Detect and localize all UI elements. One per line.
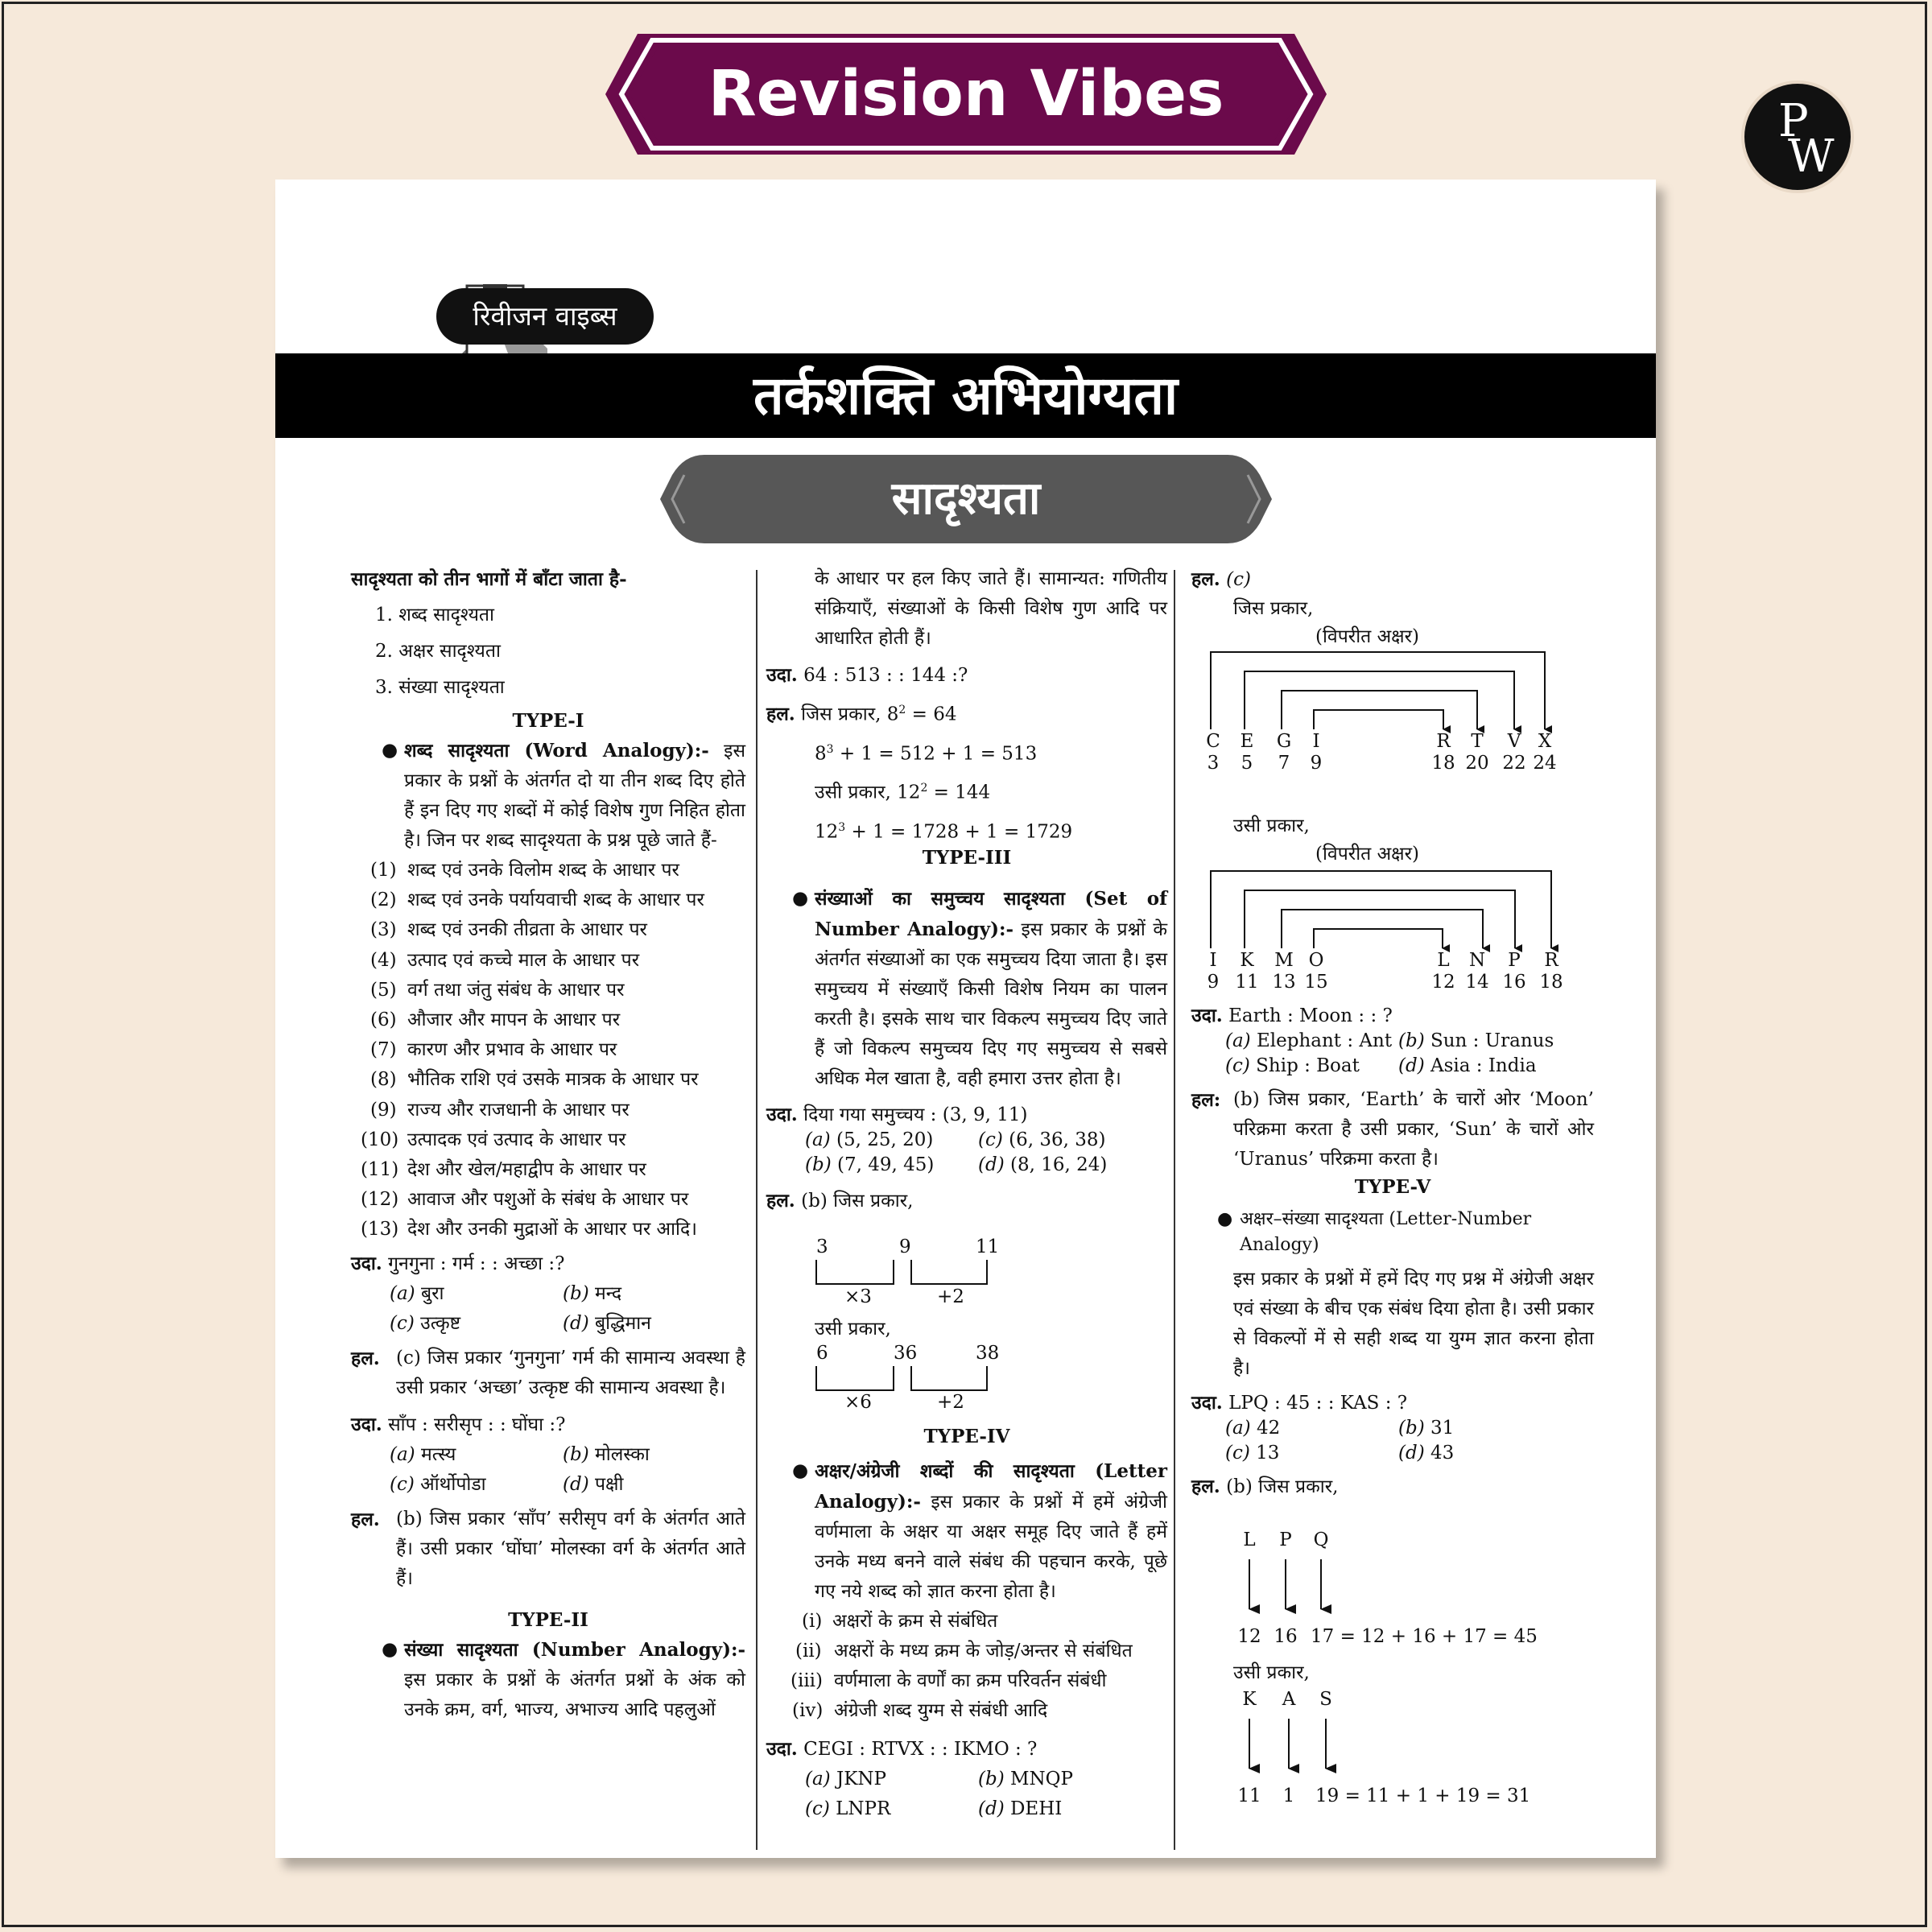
list-item bbox=[370, 1005, 745, 1035]
list-number: (7) bbox=[370, 1039, 397, 1061]
solution-text: (b) जिस प्रकार, bbox=[1226, 1476, 1339, 1497]
letter-number-body: इस प्रकार के प्रश्नों में हमें दिए गए प्रश्न में अंग्रेजी अक्षर एवं संख्या के बीच एक संबंध दिया होता है। उसी प्रकार से विकल्पों में से सही शब्द या युग्म ज्ञात करना होता है। bbox=[1233, 1269, 1594, 1379]
solution-text: 12 bbox=[815, 821, 839, 843]
option-text: मत्स्य bbox=[420, 1443, 456, 1465]
diagram-letter: E bbox=[1240, 731, 1254, 752]
example-question bbox=[1191, 1003, 1594, 1029]
diagram-letter: O bbox=[1308, 950, 1324, 971]
option-text: बुरा bbox=[420, 1282, 444, 1304]
diagram-letter: R bbox=[1436, 731, 1451, 752]
same-way-text: उसी प्रकार, bbox=[1233, 1662, 1310, 1683]
list-number: (iv) bbox=[792, 1700, 824, 1721]
diagram-letter: M bbox=[1274, 950, 1294, 971]
list-item bbox=[361, 1125, 745, 1155]
group2-op: +2 bbox=[937, 1392, 964, 1413]
jis-prakar-text: जिस प्रकार, bbox=[1233, 598, 1314, 619]
solution-label: हल. bbox=[351, 1508, 380, 1530]
superscript: 3 bbox=[826, 742, 834, 756]
group1-num: 11 bbox=[976, 1236, 1000, 1257]
row2-letter: K bbox=[1242, 1689, 1257, 1710]
type-heading: TYPE-IV bbox=[923, 1426, 1010, 1447]
option-key: (a) bbox=[1225, 1030, 1251, 1051]
word-analogy-heading: शब्द सादृश्यता (Word Analogy):- bbox=[404, 740, 709, 762]
options-row bbox=[1225, 1441, 1594, 1466]
options-row bbox=[1225, 1029, 1594, 1054]
group2-num: 6 bbox=[816, 1343, 828, 1364]
list-item bbox=[792, 1696, 1167, 1726]
question-text: साँप : सरीसृप : : घोंघा :? bbox=[388, 1414, 566, 1435]
intro-text: सादृश्यता को तीन भागों में बाँटा जाता है- bbox=[351, 568, 627, 590]
option-key: (b) bbox=[1398, 1030, 1425, 1051]
letter-number-heading: अक्षर–संख्या सादृश्यता (Letter-Number Analogy) bbox=[1240, 1209, 1532, 1255]
option-key: (d) bbox=[1398, 1055, 1425, 1076]
group1-bracket bbox=[815, 1258, 1008, 1290]
options-row bbox=[805, 1153, 1167, 1178]
list-text: औजार और मापन के आधार पर bbox=[407, 1009, 621, 1031]
pw-logo bbox=[1741, 80, 1854, 193]
example-question bbox=[351, 1249, 745, 1279]
row2-letter: A bbox=[1282, 1689, 1296, 1710]
group1-op: ×3 bbox=[844, 1286, 872, 1307]
list-text: भौतिक राशि एवं उसके मात्रक के आधार पर bbox=[407, 1069, 699, 1091]
list-number: (8) bbox=[370, 1069, 397, 1091]
list-item bbox=[370, 946, 745, 976]
question-text: Earth : Moon : : ? bbox=[1228, 1005, 1393, 1026]
option-text: Elephant : Ant bbox=[1256, 1030, 1393, 1051]
type-heading: TYPE-III bbox=[922, 846, 1012, 869]
same-way-text: उसी प्रकार, bbox=[1233, 815, 1310, 836]
option-text: (7, 49, 45) bbox=[836, 1154, 935, 1175]
row1-letter: L bbox=[1243, 1530, 1256, 1550]
option-text: बुद्धिमान bbox=[594, 1312, 651, 1334]
option-key: (b) bbox=[978, 1769, 1005, 1790]
row2-arrows bbox=[1237, 1717, 1342, 1773]
row1-number: 12 bbox=[1237, 1626, 1261, 1647]
solution-text: + 1 = 512 + 1 = 513 bbox=[833, 743, 1038, 765]
option-key: (c) bbox=[390, 1473, 415, 1495]
solution-label: हल. bbox=[351, 1347, 380, 1369]
letter-analogy-heading: अक्षर/अंग्रेजी शब्दों की सादृश्यता (Letter Analogy):- bbox=[815, 1460, 1167, 1513]
list-number: (11) bbox=[361, 1159, 399, 1181]
options-row bbox=[390, 1470, 745, 1500]
tag-label: रिवीजन वाइब्स bbox=[436, 288, 654, 345]
diagram-number: 22 bbox=[1502, 753, 1526, 774]
diagram-letter: X bbox=[1538, 731, 1552, 752]
list-item bbox=[370, 1035, 745, 1065]
list-item bbox=[370, 915, 745, 945]
bullet: ● bbox=[382, 1638, 398, 1660]
number-analogy-block bbox=[375, 1635, 745, 1725]
group2-num: 38 bbox=[976, 1343, 1000, 1364]
question-text: CEGI : RTVX : : IKMO : ? bbox=[803, 1739, 1038, 1760]
option-text: (6, 36, 38) bbox=[1009, 1129, 1106, 1150]
solution bbox=[1191, 1085, 1594, 1174]
option-text: 43 bbox=[1430, 1443, 1455, 1463]
superscript: 2 bbox=[920, 782, 928, 795]
list-number: (iii) bbox=[791, 1670, 824, 1691]
diagram-letter: V bbox=[1507, 731, 1521, 752]
diagram-number: 18 bbox=[1431, 753, 1455, 774]
list-text: देश और उनकी मुद्राओं के आधार पर आदि। bbox=[407, 1219, 697, 1241]
solution-text: = 64 bbox=[906, 704, 957, 725]
option-key: (b) bbox=[563, 1282, 589, 1304]
list-number: (ii) bbox=[795, 1641, 822, 1662]
logo-letter-p: P bbox=[1778, 95, 1809, 147]
list-text: राज्य और राजधानी के आधार पर bbox=[407, 1099, 630, 1121]
option-key: (d) bbox=[978, 1798, 1005, 1819]
diagram-number: 16 bbox=[1502, 972, 1526, 993]
solution-label: हल. bbox=[1191, 568, 1220, 590]
solution bbox=[351, 1505, 745, 1594]
options-row bbox=[805, 1794, 1167, 1824]
solution-line bbox=[1191, 1474, 1594, 1500]
option-key: (b) bbox=[563, 1443, 589, 1465]
example-label: उदा. bbox=[1191, 1005, 1223, 1026]
option-key: (a) bbox=[805, 1769, 831, 1790]
option-key: (c) bbox=[1225, 1443, 1250, 1463]
option-text: ऑर्थोपोडा bbox=[420, 1473, 486, 1495]
solution-label: हल. bbox=[766, 1189, 795, 1212]
example-label: उदा. bbox=[351, 1413, 382, 1435]
list-item bbox=[795, 1637, 1167, 1666]
diagram-letter: I bbox=[1312, 731, 1320, 752]
group1-op: +2 bbox=[937, 1286, 964, 1307]
set-analogy-heading: संख्याओं का समुच्चय सादृश्यता (Set of Number Analogy):- bbox=[815, 887, 1167, 940]
list-text: अक्षरों के क्रम से संबंधित bbox=[832, 1611, 998, 1632]
same-way-text: उसी प्रकार, bbox=[815, 1319, 891, 1340]
diagram-number: 9 bbox=[1207, 972, 1220, 993]
letter-analogy-list bbox=[791, 1607, 1167, 1726]
reverse-letters-label: (विपरीत अक्षर) bbox=[1315, 844, 1420, 865]
list-item bbox=[361, 1185, 745, 1215]
letter-analogy-body: इस प्रकार के प्रश्नों में हमें अंग्रेजी वर्णमाला के अक्षर या अक्षर समूह दिए जाते हैं हमें उनके मध्य बनने वाले संबंध की पहचान करके, पूछे गए नये शब्द को ज्ञात करना होता है। bbox=[815, 1492, 1167, 1602]
question-text: दिया गया समुच्चय : (3, 9, 11) bbox=[803, 1104, 1028, 1125]
list-number: (3) bbox=[370, 919, 397, 941]
list-number: (2) bbox=[370, 890, 397, 911]
number-analogy-heading: संख्या सादृश्यता (Number Analogy):- bbox=[404, 1638, 745, 1661]
diagram-number: 7 bbox=[1278, 753, 1290, 774]
solution-text: + 1 = 1728 + 1 = 1729 bbox=[845, 821, 1073, 843]
type-heading: TYPE-I bbox=[512, 710, 584, 732]
part-item: 2. अक्षर सादृश्यता bbox=[375, 641, 501, 662]
row1-letter: Q bbox=[1313, 1530, 1329, 1550]
diagram-letter: C bbox=[1206, 731, 1220, 752]
list-text: वर्णमाला के वर्णों का क्रम परिवर्तन संबंधी bbox=[834, 1670, 1107, 1691]
options bbox=[390, 1440, 745, 1500]
options bbox=[805, 1765, 1167, 1824]
document-page bbox=[275, 180, 1656, 1858]
row2-letter: S bbox=[1319, 1689, 1332, 1710]
option-key: (a) bbox=[1225, 1418, 1251, 1439]
column-divider-2 bbox=[1174, 570, 1175, 1850]
diagram-number: 5 bbox=[1241, 753, 1253, 774]
solution-text: (b) जिस प्रकार, bbox=[801, 1190, 914, 1212]
column-2-lower bbox=[766, 1422, 1167, 1824]
options-row bbox=[805, 1765, 1167, 1794]
example-question bbox=[766, 1102, 1167, 1128]
example-label: उदा. bbox=[766, 1103, 798, 1125]
reverse-letters-label: (विपरीत अक्षर) bbox=[1315, 626, 1420, 647]
option-key: (d) bbox=[563, 1473, 589, 1495]
options bbox=[1225, 1416, 1594, 1466]
list-number: (1) bbox=[370, 860, 397, 881]
group2-bracket bbox=[815, 1364, 1008, 1397]
diagram-number: 20 bbox=[1465, 753, 1489, 774]
diagram-number: 18 bbox=[1539, 972, 1563, 993]
diagram-number: 14 bbox=[1465, 972, 1489, 993]
question-text: 64 : 513 : : 144 :? bbox=[803, 665, 968, 686]
list-text: कारण और प्रभाव के आधार पर bbox=[407, 1039, 617, 1061]
part-item: 3. संख्या सादृश्यता bbox=[375, 677, 505, 698]
letter-analogy-block bbox=[786, 1456, 1167, 1607]
solution bbox=[351, 1344, 745, 1403]
list-number: (13) bbox=[361, 1219, 399, 1241]
solution-line bbox=[766, 774, 1167, 808]
set-analogy-block bbox=[786, 884, 1167, 1094]
list-item bbox=[791, 1666, 1167, 1696]
group2-op: ×6 bbox=[844, 1392, 872, 1413]
type-heading: TYPE-II bbox=[508, 1608, 588, 1631]
list-text: शब्द एवं उनकी तीव्रता के आधार पर bbox=[407, 919, 647, 941]
list-item bbox=[370, 886, 745, 915]
solution-text: 8 bbox=[815, 743, 827, 765]
example-label: उदा. bbox=[766, 1738, 798, 1760]
options-row bbox=[1225, 1054, 1594, 1079]
option-text: मन्द bbox=[594, 1282, 622, 1304]
solution-line bbox=[766, 696, 1167, 730]
example-label: उदा. bbox=[1191, 1392, 1223, 1414]
example-question bbox=[351, 1410, 745, 1440]
page-title: तर्कशक्ति अभियोग्यता bbox=[275, 353, 1656, 438]
solution-text: (b) जिस प्रकार, ‘Earth’ के चारों ओर ‘Moon’ परिक्रमा करता है उसी प्रकार, ‘Sun’ के चारों ओर ‘Uranus’ परिक्रमा करता है। bbox=[1233, 1089, 1594, 1170]
list-item bbox=[370, 976, 745, 1005]
option-text: LNPR bbox=[836, 1798, 891, 1819]
diagram-number: 9 bbox=[1310, 753, 1323, 774]
list-number: (4) bbox=[370, 949, 397, 971]
list-item bbox=[361, 1215, 745, 1245]
question-text: गुनगुना : गर्म : : अच्छा :? bbox=[388, 1253, 565, 1274]
diagram-number: 3 bbox=[1207, 753, 1220, 774]
option-text: MNQP bbox=[1009, 1769, 1073, 1790]
logo-letter-w: W bbox=[1788, 130, 1835, 183]
row1-equation: 17 = 12 + 16 + 17 = 45 bbox=[1311, 1626, 1538, 1647]
diagram-letter: K bbox=[1240, 950, 1254, 971]
option-text: Sun : Uranus bbox=[1430, 1030, 1554, 1051]
diagram-letter: R bbox=[1544, 950, 1558, 971]
options bbox=[1225, 1029, 1594, 1079]
example-label: उदा. bbox=[351, 1252, 382, 1274]
diagram-letter: L bbox=[1437, 950, 1450, 971]
group1-num: 3 bbox=[816, 1236, 828, 1257]
number-analogy-body: इस प्रकार के प्रश्नों के अंतर्गत प्रश्नों के अंक को उनके क्रम, वर्ग, भाज्य, अभाज्य आदि पहलुओं bbox=[404, 1669, 745, 1720]
diagram-number: 15 bbox=[1304, 972, 1328, 993]
option-text: Ship : Boat bbox=[1256, 1055, 1360, 1076]
options-row bbox=[390, 1440, 745, 1470]
bases-list bbox=[361, 856, 745, 1245]
bullet: ● bbox=[382, 740, 398, 761]
set-analogy-body: इस प्रकार के प्रश्नों के अंतर्गत संख्याओं का एक समुच्चय दिया जाता है। इस समुच्चय में संख्याएँ किसी विशेष नियम का पालन करती है। इसके साथ चार विकल्प समुच्चय दिए जाते हैं जो विकल्प समुच्चय दिए गए समुच्चय से सबसे अधिक मेल खाता है, वही हमारा उत्तर होता है। bbox=[815, 919, 1167, 1089]
list-text: वर्ग तथा जंतु संबंध के आधार पर bbox=[407, 979, 625, 1001]
solution-answer: (c) bbox=[1226, 569, 1251, 590]
list-text: अंग्रेजी शब्द युग्म से संबंधी आदि bbox=[834, 1700, 1048, 1721]
list-number: (5) bbox=[370, 979, 397, 1001]
option-key: (a) bbox=[390, 1282, 415, 1304]
column-divider-1 bbox=[756, 570, 758, 1850]
solution-label: हल: bbox=[1191, 1089, 1221, 1111]
option-text: DEHI bbox=[1009, 1798, 1063, 1819]
option-key: (d) bbox=[1398, 1443, 1425, 1463]
solution-label: हल. bbox=[766, 703, 795, 725]
word-analogy-body: इस प्रकार के प्रश्नों के अंतर्गत दो या तीन शब्द दिए होते हैं इन दिए गए शब्दों में कोई विशेष गुण निहित होता है। जिन पर शब्द सादृश्यता के प्रश्न पूछे जाते हैं- bbox=[404, 741, 745, 851]
example-question bbox=[766, 1734, 1167, 1765]
solution-text: = 144 bbox=[927, 782, 991, 803]
diagram-letter: N bbox=[1468, 950, 1486, 971]
diagram-letter: G bbox=[1276, 731, 1292, 752]
options-row bbox=[390, 1309, 745, 1339]
diagram-number: 12 bbox=[1431, 972, 1455, 993]
list-number: (6) bbox=[370, 1009, 397, 1031]
column-2 bbox=[766, 564, 1167, 1216]
column-3-lower bbox=[1191, 1003, 1594, 1500]
list-text: शब्द एवं उनके पर्यायवाची शब्द के आधार पर bbox=[407, 890, 704, 911]
bullet: ● bbox=[792, 887, 809, 909]
example-question bbox=[1191, 1390, 1594, 1416]
option-text: (5, 25, 20) bbox=[836, 1129, 934, 1150]
option-key: (c) bbox=[978, 1129, 1003, 1150]
list-number: (i) bbox=[802, 1611, 823, 1632]
revision-banner bbox=[605, 34, 1327, 155]
solution-line bbox=[766, 1186, 1167, 1216]
list-text: अक्षरों के मध्य क्रम के जोड़/अन्तर से संबंधित bbox=[834, 1641, 1133, 1662]
solution-text: उसी प्रकार, 12 bbox=[815, 782, 921, 803]
word-analogy-block bbox=[375, 736, 745, 856]
group2-num: 36 bbox=[894, 1343, 918, 1364]
option-key: (d) bbox=[978, 1154, 1005, 1175]
solution-line bbox=[766, 735, 1167, 770]
row1-letter: P bbox=[1279, 1530, 1292, 1550]
question-text: LPQ : 45 : : KAS : ? bbox=[1228, 1393, 1408, 1414]
example-question bbox=[766, 660, 1167, 691]
option-key: (b) bbox=[1398, 1418, 1425, 1439]
list-item bbox=[802, 1607, 1167, 1637]
option-text: 31 bbox=[1430, 1418, 1455, 1439]
bullet: ● bbox=[792, 1460, 809, 1481]
type-heading: TYPE-V bbox=[1354, 1176, 1431, 1198]
list-number: (12) bbox=[361, 1189, 399, 1211]
row1-number: 16 bbox=[1274, 1626, 1298, 1647]
diagram-letter: P bbox=[1508, 950, 1521, 971]
option-text: Asia : India bbox=[1430, 1055, 1537, 1076]
diagram-number: 11 bbox=[1235, 972, 1259, 993]
diagram-letter: I bbox=[1209, 950, 1217, 971]
diagram-number: 24 bbox=[1533, 753, 1557, 774]
solution-text: (b) जिस प्रकार ‘साँप’ सरीसृप वर्ग के अंतर्गत आते हैं। उसी प्रकार ‘घोंघा’ मोलस्का वर्ग के अंतर्गत आते हैं। bbox=[396, 1508, 745, 1589]
section-title: सादृश्यता bbox=[891, 473, 1041, 525]
options-row bbox=[1225, 1416, 1594, 1441]
number-analogy-continued: के आधार पर हल किए जाते हैं। सामान्यत: गणितीय संक्रियाएँ, संख्याओं के किसी विशेष गुण आदि पर आधारित होती हैं। bbox=[815, 568, 1167, 649]
list-item bbox=[370, 1096, 745, 1125]
list-item bbox=[370, 856, 745, 886]
solution-label: हल. bbox=[1191, 1476, 1220, 1497]
option-text: उत्कृष्ट bbox=[420, 1312, 461, 1334]
option-key: (b) bbox=[805, 1154, 832, 1175]
option-key: (a) bbox=[805, 1129, 831, 1150]
option-text: JKNP bbox=[836, 1769, 886, 1790]
option-key: (d) bbox=[563, 1312, 589, 1334]
row2-number: 11 bbox=[1237, 1785, 1261, 1806]
row2-number: 1 bbox=[1282, 1785, 1295, 1806]
option-text: (8, 16, 24) bbox=[1009, 1154, 1108, 1175]
options-row bbox=[805, 1128, 1167, 1153]
column-1 bbox=[351, 564, 745, 1725]
superscript: 2 bbox=[898, 704, 906, 716]
letter-number-analogy-block bbox=[1211, 1207, 1594, 1258]
diagram-letter: T bbox=[1471, 731, 1484, 752]
section-title-badge bbox=[660, 455, 1272, 543]
group1-num: 9 bbox=[899, 1236, 911, 1257]
list-text: देश और खेल/महाद्वीप के आधार पर bbox=[407, 1159, 646, 1181]
list-text: उत्पाद एवं कच्चे माल के आधार पर bbox=[407, 949, 640, 971]
option-text: पक्षी bbox=[594, 1473, 624, 1495]
option-key: (c) bbox=[1225, 1055, 1250, 1076]
option-text: 42 bbox=[1256, 1418, 1281, 1439]
solution-line bbox=[1191, 564, 1251, 595]
list-text: उत्पादक एवं उत्पाद के आधार पर bbox=[407, 1129, 626, 1150]
part-item: 1. शब्द सादृश्यता bbox=[375, 605, 494, 625]
example-label: उदा. bbox=[766, 664, 798, 686]
banner-title: Revision Vibes bbox=[708, 58, 1224, 130]
option-key: (c) bbox=[390, 1312, 415, 1334]
diagram-number: 13 bbox=[1272, 972, 1296, 993]
row2-equation: 19 = 11 + 1 + 19 = 31 bbox=[1315, 1785, 1531, 1806]
list-number: (10) bbox=[361, 1129, 399, 1150]
list-text: आवाज और पशुओं के संबंध के आधार पर bbox=[407, 1189, 689, 1211]
list-item bbox=[361, 1155, 745, 1185]
option-key: (c) bbox=[805, 1798, 830, 1819]
options-row bbox=[390, 1279, 745, 1309]
option-text: मोलस्का bbox=[594, 1443, 650, 1465]
options bbox=[390, 1279, 745, 1339]
row1-arrows bbox=[1237, 1558, 1342, 1614]
superscript: 3 bbox=[838, 820, 846, 834]
option-text: 13 bbox=[1256, 1443, 1280, 1463]
option-key: (a) bbox=[390, 1443, 415, 1465]
options bbox=[805, 1128, 1167, 1178]
list-item bbox=[370, 1065, 745, 1095]
list-number: (9) bbox=[370, 1099, 397, 1121]
list-text: शब्द एवं उनके विलोम शब्द के आधार पर bbox=[407, 860, 679, 881]
solution-text: जिस प्रकार, 8 bbox=[801, 704, 899, 725]
solution-text: (c) जिस प्रकार ‘गुनगुना’ गर्म की सामान्य अवस्था है उसी प्रकार ‘अच्छा’ उत्कृष्ट की सामान्य अवस्था है। bbox=[396, 1347, 745, 1398]
bullet: ● bbox=[1217, 1209, 1233, 1229]
